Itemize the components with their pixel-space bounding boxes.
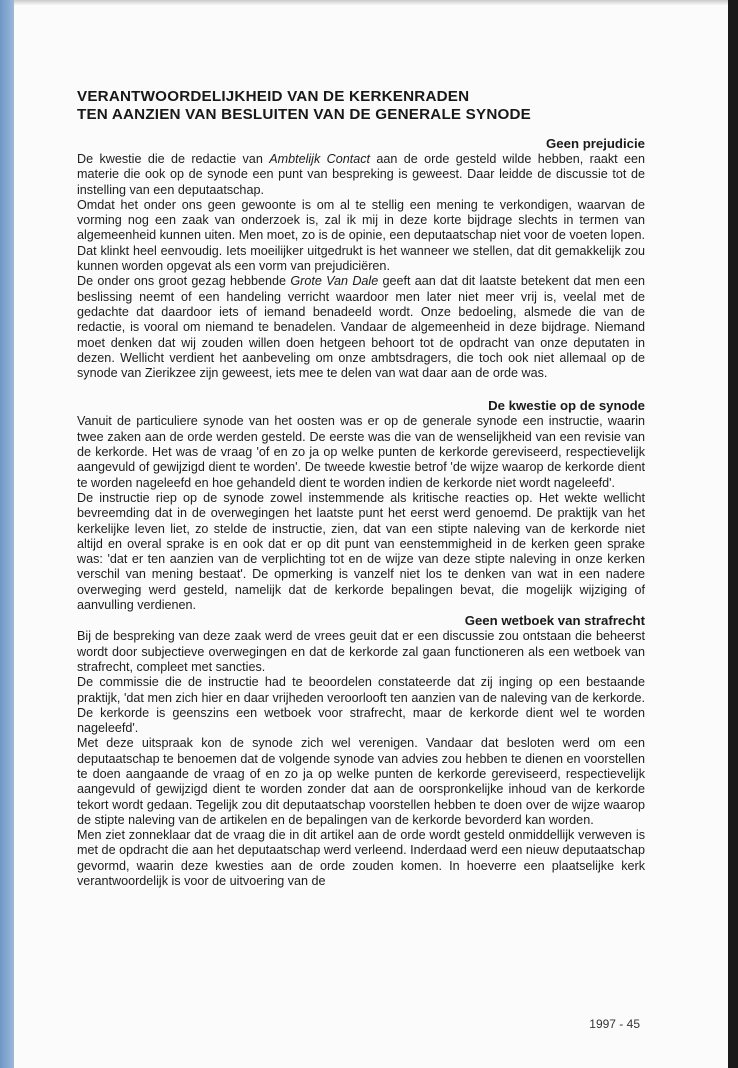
page-number: 1997 - 45 bbox=[589, 1017, 640, 1031]
paragraph: De commissie die de instructie had te beoordelen constateerde dat zij inging op een bestaande praktijk, 'dat men zich hier en daar vrijheden veroorlooft ten aanzien van de naleving van de kerkorde. De kerkorde is geenszins een wetboek voor strafrecht, maar de kerkorde dient wel te worden nageleefd'. bbox=[77, 675, 645, 736]
paragraph: Bij de bespreking van deze zaak werd de vrees geuit dat er een discussie zou ontstaan die beheerst wordt door subjectieve overwegingen en dat de kerkorde zal gaan functioneren als een wetboek van strafrecht, compleet met sancties. bbox=[77, 629, 645, 674]
paragraph: Omdat het onder ons geen gewoonte is om al te stellig een mening te verkondigen, waarvan de vorming nog een zaak van onderzoek is, zal ik mij in deze korte bijdrage slechts in termen van algemeenheid kunnen uiten. Men moet, zo is de opinie, een deputaatschap niet voor de voeten lopen. Dat klinkt heel eenvoudig. Iets moeilijker uitgedrukt is het wanneer we stellen, dat dit gemakkelijk zou kunnen worden opgevat als een vorm van prejudiciëren. bbox=[77, 197, 645, 274]
article-title-line-2: TEN AANZIEN VAN BESLUITEN VAN DE GENERALE SYNODE bbox=[77, 106, 532, 123]
article-title bbox=[77, 88, 645, 124]
section-heading-de-kwestie-op-de-synode: De kwestie op de synode bbox=[488, 398, 645, 414]
article-title-line-1: VERANTWOORDELIJKHEID VAN DE KERKENRADEN bbox=[77, 88, 470, 105]
publication-name: Ambtelijk Contact bbox=[269, 152, 371, 166]
page-top-shadow bbox=[14, 0, 728, 6]
article bbox=[77, 88, 645, 889]
dictionary-name: Grote Van Dale bbox=[290, 274, 379, 289]
scan-border-right bbox=[728, 0, 738, 1068]
paragraph: De onder ons groot gezag hebbende Grote Van Dale geeft aan dat dit laatste betekent dat men een beslissing neemt of een handeling verricht waardoor men later niet meer vrij is, veelal met de gedachte dat daardoor iets of iemand benadeeld wordt. Onze bedoeling, alsmede die van de redactie, is vooral om niemand te benadelen. Vandaar de algemeenheid in deze bijdrage. Niemand moet denken dat wij zouden willen doen hetgeen behoort tot de opdracht van onze deputaten in dezen. Wellicht verdient het aanbeveling om onze ambtsdragers, die toch ook niet allemaal op de synode van Zierikzee zijn geweest, iets mee te delen van wat daar aan de orde was. bbox=[77, 274, 645, 381]
paragraph: Vanuit de particuliere synode van het oosten was er op de generale synode een instructie, waarin twee zaken aan de orde werden gesteld. De eerste was die van de wenselijkheid van een revisie van de kerkorde. Het was de vraag 'of en zo ja op welke punten de kerkorde gereviseerd, respectievelijk aangevuld of gewijzigd dient te worden'. De tweede kwestie betrof 'de wijze waarop de kerkorde dient te worden nageleefd en hoe gehandeld dient te worden indien de kerkorde niet wordt nageleefd'. bbox=[77, 414, 645, 490]
section-heading-geen-wetboek-van-strafrecht: Geen wetboek van strafrecht bbox=[464, 613, 645, 629]
paragraph: De instructie riep op de synode zowel instemmende als kritische reacties op. Het wekte wellicht bevreemding dat in de overwegingen het laatste punt het eerst werd genoemd. De praktijk van het kerkelijke leven liet, zo stelde de instructie, zien, dat van een stipte naleving van de kerkorde niet altijd en overal sprake is en ook dat er op dit punt van eenstemmigheid in de kerken geen sprake was: 'dat er ten aanzien van de verplichting tot en de wijze van deze stipte naleving in onze kerken verschil van mening bestaat'. De opmerking is vanzelf niet los te denken van wat in een nadere overweging werd gesteld, namelijk dat de kerkorde bepalingen bevat, die mogelijk wijziging of aanvulling verdienen. bbox=[77, 490, 645, 613]
section-heading-geen-prejudicie: Geen prejudicie bbox=[546, 136, 645, 151]
page-binding-edge bbox=[0, 0, 14, 1068]
paragraph: Met deze uitspraak kon de synode zich wel verenigen. Vandaar dat besloten werd om een deputaatschap te benoemen dat de volgende synode van advies zou hebben te dienen en voorstellen te doen aangaande de vraag of en zo ja op welke punten de kerkorde gereviseerd, respectievelijk aangevuld of gewijzigd dient te worden zonder dat aan de oorspronkelijke inhoud van de kerkorde tekort wordt gedaan. Tegelijk zou dit deputaatschap voorstellen hebben te doen over de wijze waarop de stipte naleving van de artikelen en de bepalingen van de kerkorde bevorderd kan worden. bbox=[77, 736, 645, 827]
paragraph: De kwestie die de redactie van Ambtelijk Contact aan de orde gesteld wilde hebben, raakt een materie die ook op de synode een punt van bespreking is geweest. Daar leidde de discussie tot de instelling van een deputaatschap. bbox=[77, 152, 645, 197]
paragraph: Men ziet zonneklaar dat de vraag die in dit artikel aan de orde wordt gesteld onmiddellijk verweven is met de opdracht die aan het deputaatschap werd verleend. Inderdaad werd een nieuw deputaatschap gevormd, waarin deze kwesties aan de orde zouden komen. In hoeverre een plaatselijke kerk verantwoordelijk is voor de uitvoering van de bbox=[77, 828, 645, 889]
